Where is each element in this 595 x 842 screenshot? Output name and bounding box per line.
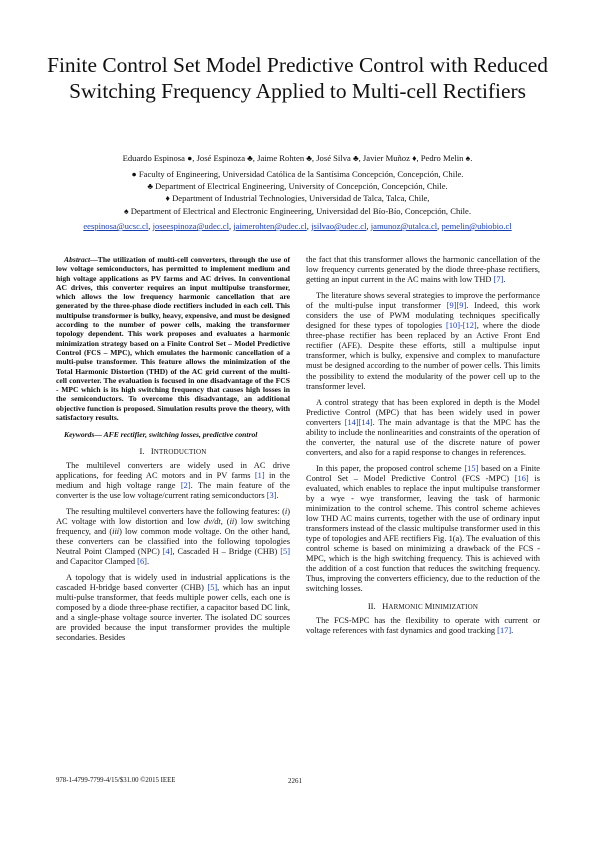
section-heading-harmonic-minimization (306, 601, 540, 612)
citation-link[interactable]: [4] (162, 547, 173, 557)
section-heading-introduction (56, 446, 290, 457)
email-link[interactable]: jamunoz@utalca.cl (370, 221, 438, 231)
email-link[interactable]: jsilvao@udec.cl (311, 221, 367, 231)
paragraph: The literature shows several strategies to improve the performance of the multi-pulse input transformer [9][9]. Indeed, this work considers the use of PWM modulating techniques specifically designed for these types of topologies [10]-[12], where the diode three-phase rectifier has been replaced by an Active Front End rectifier (AFE). Despite these efforts, still a multipulse input transformer, which is bulky, expensive and complex to manufacture must be designed according to the number of power cells. This limits the possibility to extend the modularity of the power cell up to the transformer level. (306, 291, 541, 391)
citation-link[interactable]: [17] (497, 625, 512, 635)
page-number: 2261 (288, 777, 302, 785)
email-link[interactable]: jaimerohten@udec.cl (233, 221, 307, 231)
citation-link[interactable]: [14][14] (344, 417, 373, 427)
email-link[interactable]: pemelin@ubiobio.cl (441, 221, 512, 231)
citation-link[interactable]: [5] (280, 547, 291, 557)
author-list: Eduardo Espinosa ●, José Espinoza ♣, Jaime Rohten ♣, José Silva ♣, Javier Muñoz ♦, Pedro Melin ♠. (122, 153, 473, 163)
affiliation-2: ♣ Department of Electrical Engineering, University of Concepción, Concepción, Chile. (147, 181, 448, 192)
abstract-label: Abstract (64, 255, 91, 264)
citation-link[interactable]: [9][9] (446, 301, 467, 311)
paragraph: The FCS-MPC has the flexibility to operate with current or voltage references with fast dynamics and good tracking [17]. (306, 615, 540, 635)
paragraph: the fact that this transformer allows the harmonic cancellation of the low frequency currents generated by the diode three-phase rectifiers, getting an input current in the AC mains with low THD [7]. (306, 255, 540, 285)
citation-link[interactable]: [7] (493, 275, 504, 285)
citation-link[interactable]: [5] (207, 583, 218, 593)
section-number: I. (139, 445, 145, 456)
affiliation-4: ♠ Department of Electrical and Electronic Engineering, Universidad del Bío-Bío, Concepción, Chile. (123, 205, 471, 216)
keywords: Keywords— AFE rectifier, switching losses, predictive control (64, 430, 258, 440)
affiliation-3: ♦ Department of Industrial Technologies, Universidad de Talca, Talca, Chile, (165, 193, 430, 204)
left-column (56, 255, 290, 649)
section-title-initial: M (424, 600, 433, 611)
citation-link[interactable]: [16] (514, 473, 529, 483)
paragraph: A topology that is widely used in industrial applications is the cascaded H-bridge based converter (CHB) [5], which has an input multi-pulse transformer, that feeds multiple power cells, each one is composed by a diode three-phase rectifier, a capacitor based DC link, and a single-phase voltage source inverter. The isolated DC sources are provided because the input transformer provides the multiple secondaries. Besides (56, 573, 290, 643)
section-number: II. (367, 600, 376, 611)
email-link[interactable]: eespinosa@ucsc.cl (83, 221, 149, 231)
section-title-rest: ARMONIC (388, 602, 425, 611)
abstract (56, 255, 290, 422)
paper-title: Finite Control Set Model Predictive Control with Reduced Switching Frequency Applied to Multi-cell Rectifiers (47, 53, 548, 103)
email-link[interactable]: joseespinoza@udec.cl (152, 221, 229, 231)
right-column (306, 255, 540, 642)
citation-link[interactable]: [1] (254, 470, 265, 480)
paragraph: In this paper, the proposed control scheme [15] based on a Finite Control Set – Model Predictive Control (FCS -MPC) [16] is evaluated, which enables to replace the input multipulse transformer by a wye - wye transformer, leaving the task of harmonic minimization to the control scheme. This control scheme achieves low THD AC mains currents, together with the use of ordinary input transformers instead of the classic multipulse transformer used in this type of topologies and AFE rectifiers Fig. 1(a). The evaluation of this control scheme is based on minimizing a drawback of the FCS - MPC, which is the high switching frequency. This is achieved with the addition of a cost function that reduces the switching frequency. Thus, improving the converters efficiency, due to the reduction of the switching losses. (306, 463, 540, 594)
paragraph: The multilevel converters are widely used in AC drive applications, for feeding AC motors and in PV farms [1] in the medium and high voltage range [2]. The main feature of the converter is the use low voltage/current rating semiconductors [3]. (56, 460, 291, 500)
citation-link[interactable]: [15] (464, 463, 479, 473)
paragraph: A control strategy that has been explored in depth is the Model Predictive Control (MPC) that has been widely used in power converters [14][14]. The main advantage is that the MPC has the ability to include the nonlinearities and constraints of the operation of the converter, the natural use of the discrete nature of power converters, and also for a rapid response to changes in references. (306, 397, 540, 457)
abstract-text: —The utilization of multi-cell converters, through the use of low voltage semiconductors, has permitted to implement medium and high voltage applications as PV farms and AC drives. In conventional AC drives, this converter requires an input multipulse transformer, which allows the low frequency harmonic cancellation that are generated by the three-phase diode rectifiers included in each cell. This multipulse transformer is bulky, heavy, expensive, and must be designed according to the number of power cells, making the transformer topology dependent. This work proposes and evaluates a harmonic minimization strategy based on a Finite Control Set – Model Predictive Control (FCS – MPC), which emulates the harmonic cancellation of a multi-pulse transformer. This feature allows the minimization of the Total Harmonic Distortion (THD) of the AC grid current of the multi-cell converter. The evaluation is focused in one disadvantage of the FCS - MPC which is its high switching frequency that causes high losses in the semiconductors. To overcome this disadvantage, an additional objective function is proposed. Simulation results prove the theory, with satisfactory results. (56, 255, 290, 423)
section-title-rest: NTRODUCTION (153, 447, 207, 456)
section-title-initial: H (382, 600, 389, 611)
affiliation-1: ● Faculty of Engineering, Universidad Católica de la Santísima Concepción, Concepción, Chile. (131, 169, 464, 179)
citation-link[interactable]: [10]-[12] (446, 321, 477, 331)
affiliations (40, 168, 555, 217)
citation-link[interactable]: [3] (266, 490, 277, 500)
copyright-footer: 978-1-4799-7799-4/15/$31.00 ©2015 IEEE (56, 777, 176, 784)
section-title-initial: I (150, 445, 154, 456)
paragraph: The resulting multilevel converters have the following features: (i) AC voltage with low distortion and low dv/dt, (ii) low switching frequency, and (iii) low common mode voltage. On the other hand, these converters can be classified into the following topologies Neutral Point Clamped (NPC) [4], Cascaded H – Bridge (CHB) [5] and Capacitor Clamped [6]. (56, 506, 291, 567)
citation-link[interactable]: [6] (137, 557, 147, 567)
email-list: eespinosa@ucsc.cl, joseespinoza@udec.cl, jaimerohten@udec.cl, jsilvao@udec.cl, jamunoz@utalca.cl, pemelin@ubiobio.cl (83, 221, 512, 231)
section-title-rest: INIMIZATION (432, 602, 479, 611)
citation-link[interactable]: [2] (180, 480, 191, 490)
